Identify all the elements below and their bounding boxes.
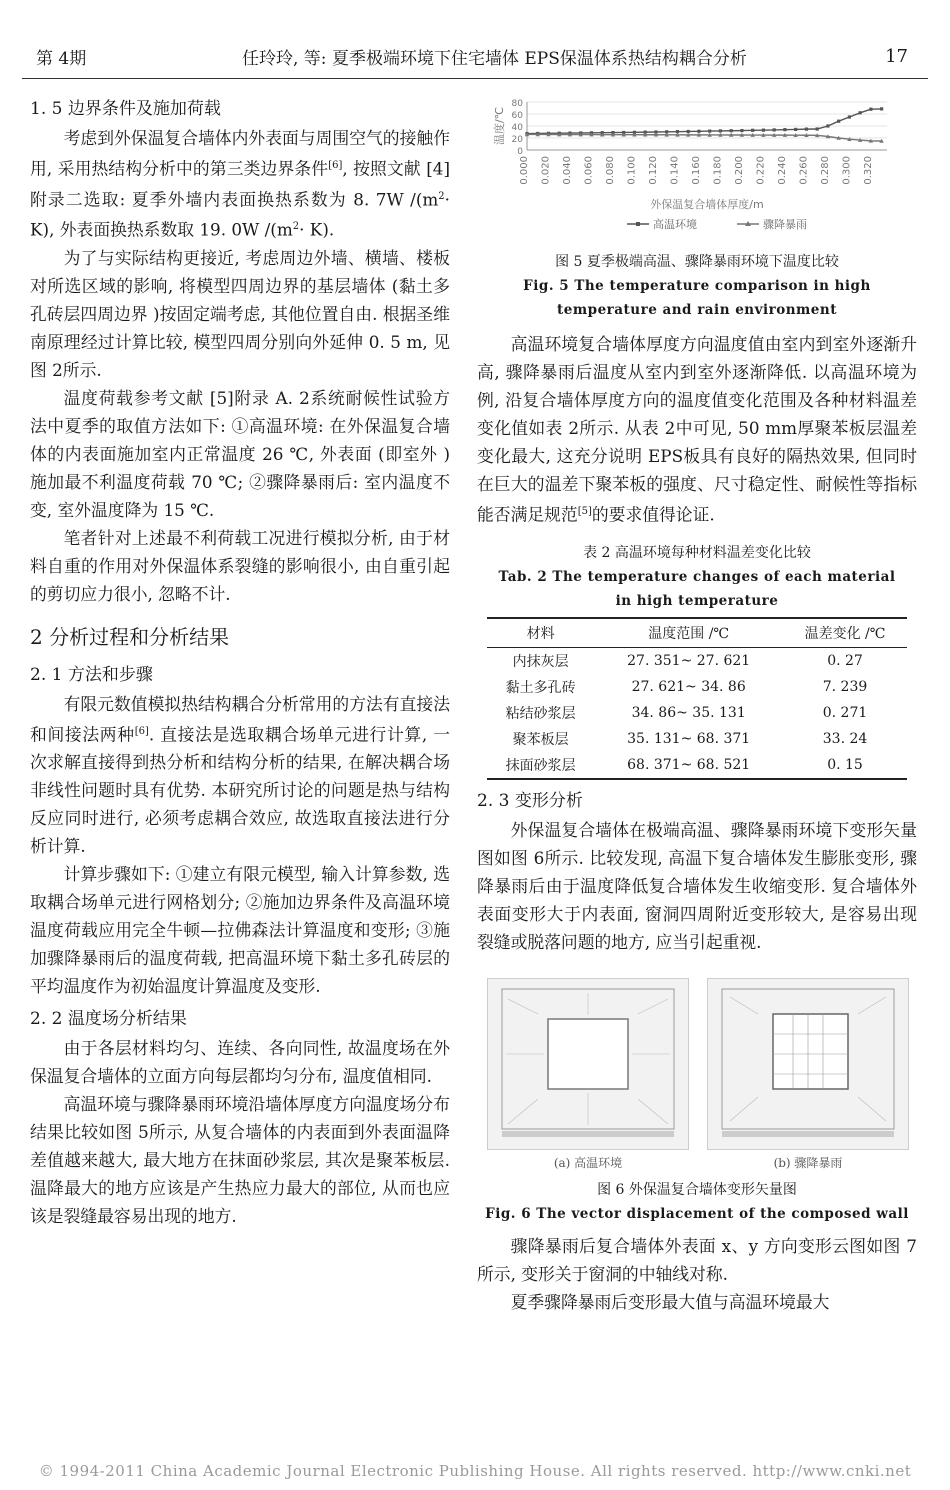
text: · K). — [299, 219, 335, 240]
data-point — [697, 130, 700, 133]
data-point — [816, 127, 819, 130]
data-point — [794, 128, 797, 131]
paragraph: 笔者针对上述最不利荷载工况进行模拟分析, 由于材料自重的作用对外保温体系裂缝的影响很小, 由自重引起的剪切应力很小, 忽略不计. — [30, 527, 450, 604]
paragraph — [30, 124, 450, 244]
data-point — [837, 120, 840, 123]
y-axis-label: 温度/℃ — [493, 106, 506, 146]
x-axis-label: 外保温复合墙体厚度/m — [650, 198, 764, 211]
figure-5-caption-en-2: temperature and rain environment — [557, 302, 837, 318]
table-cell: 33. 24 — [822, 730, 868, 747]
data-point — [762, 129, 765, 132]
citation: [6] — [328, 160, 343, 171]
table-cell: 聚苯板层 — [512, 731, 569, 748]
citation: [5] — [577, 506, 592, 517]
data-point — [708, 130, 711, 133]
section-2-3-heading: 2. 3 变形分析 — [477, 790, 583, 811]
table-cell: 0. 15 — [783, 752, 907, 779]
x-tick-label: 0.160 — [690, 156, 702, 185]
paragraph: 由于各层材料均匀、连续、各向同性, 故温度场在外保温复合墙体的立面方向每层都均匀分布, 温度值相同. — [30, 1038, 450, 1087]
x-tick-label: 0.280 — [819, 156, 831, 185]
x-tick-label: 0.020 — [540, 156, 552, 185]
table-cell: 27. 351~ 27. 621 — [627, 652, 751, 669]
data-point — [730, 129, 733, 132]
data-point — [783, 128, 786, 131]
table-cell: 7. 239 — [822, 678, 868, 695]
text: . 直接法是选取耦合场单元进行计算, 一次求解直接得到热分析和结构分析的结果, 在解决耦合场非线性问题时具有优势. 本研究所讨论的问题是热与结构反应同时进行, 必须考虑耦合效应, 故选取直接法进行分析计算. — [30, 724, 450, 857]
data-point — [880, 107, 883, 110]
paragraph — [30, 690, 450, 861]
vector-plot-high-temp — [487, 978, 689, 1170]
header-rule — [22, 78, 928, 79]
x-tick-label: 0.100 — [626, 156, 638, 185]
text: 考虑到外保温复合墙体内外表面与周围空气的接触作用, 采用热结构分析中的第三类边界条件 — [30, 128, 450, 179]
x-tick-label: 0.000 — [519, 156, 530, 185]
x-tick-label: 0.200 — [733, 156, 745, 185]
series-line — [527, 109, 882, 134]
table-cell: 内抹灰层 — [512, 653, 569, 670]
table-cell: 34. 86~ 35. 131 — [631, 704, 746, 721]
table-cell: 0. 27 — [827, 652, 863, 669]
table-row — [487, 700, 907, 726]
table-cell: 抹面砂浆层 — [487, 752, 594, 779]
legend-marker — [636, 222, 640, 226]
paragraph — [477, 330, 917, 529]
table-row — [487, 752, 907, 779]
figure-5-caption-cn: 图 5 夏季极端高温、骤降暴雨环境下温度比较 — [555, 254, 839, 270]
table-2 — [487, 617, 907, 780]
paragraph: 高温环境与骤降暴雨环境沿墙体厚度方向温度场分布结果比较如图 5所示, 从复合墙体的内表面到外表面温降差值越来越大, 最大地方在抹面砂浆层, 其次是聚苯板层. 温降最大的地方应该是产生热应力最大的部位, 从而也应该是裂缝最容易出现的地方. — [30, 1094, 450, 1227]
citation: [6] — [134, 725, 149, 737]
table-cell: 黏土多孔砖 — [505, 679, 576, 696]
section-2-heading: 2 分析过程和分析结果 — [30, 624, 230, 649]
y-tick-label: 80 — [511, 99, 523, 109]
right-column — [477, 90, 917, 1316]
y-tick-label: 40 — [511, 123, 523, 133]
figure-6-caption-en: Fig. 6 The vector displacement of the composed wall — [485, 1205, 909, 1222]
paragraph: 骤降暴雨后复合墙体外表面 x、y 方向变形云图如图 7所示, 变形关于窗洞的中轴线对称. — [477, 1235, 917, 1284]
data-point — [859, 111, 862, 114]
x-tick-label: 0.180 — [712, 156, 724, 185]
paragraph: 为了与实际结构更接近, 考虑周边外墙、横墙、楼板对所选区域的影响, 将模型四周边界的基层墙体 (黏土多孔砖层四周边界 )按固定端考虑, 其他位置自由. 根据圣维南原理经过计算比较, 模型四周分别向外延伸 0. 5 m, 见图 2所示. — [30, 247, 450, 380]
running-title: 任玲玲, 等: 夏季极端环境下住宅墙体 EPS保温体系热结构耦合分析 — [242, 49, 747, 69]
copyright-footer: © 1994-2011 China Academic Journal Electronic Publishing House. All rights reserved. http://www.cnki.net — [38, 1462, 912, 1480]
superscript: 2 — [438, 190, 445, 202]
table-header-row — [487, 618, 907, 648]
table-row — [487, 726, 907, 752]
table-row — [487, 647, 907, 674]
running-header — [22, 34, 928, 74]
paragraph: 温度荷载参考文献 [5]附录 A. 2系统耐候性试验方法中夏季的取值方法如下: ①高温环境: 在外保温复合墙体的内表面施加室内正常温度 26 ℃, 外表面 (即室外 )施加最不利温度荷载 70 ℃; ②骤降暴雨后: 室内温度不变, 室外温度降为 15 ℃. — [30, 387, 450, 520]
data-point — [751, 129, 754, 132]
x-tick-label: 0.040 — [561, 156, 573, 185]
issue-label: 第 4期 — [36, 49, 87, 69]
temperature-line-chart — [477, 90, 917, 250]
vector-plot-rain — [707, 978, 909, 1170]
table-cell: 0. 271 — [822, 704, 868, 721]
figure-6-caption-cn: 图 6 外保温复合墙体变形矢量图 — [597, 1181, 797, 1198]
x-tick-label: 0.140 — [669, 156, 681, 185]
table-row — [487, 674, 907, 700]
table-2-caption-cn: 表 2 高温环境每种材料温差变化比较 — [583, 544, 811, 561]
data-point — [869, 108, 872, 111]
column-header: 材料 — [487, 618, 594, 648]
vector-field-image — [708, 979, 908, 1149]
figure-6a-label: (a) 高温环境 — [553, 1155, 623, 1170]
left-column — [30, 90, 450, 1230]
text: 有限元数值模拟热结构耦合分析常用的方法有直接法和间接法两种 — [30, 693, 450, 745]
table-2-caption-en: Tab. 2 The temperature changes of each material — [498, 568, 896, 585]
figure-5-chart — [477, 90, 917, 250]
text: · K), 外表面换热系数取 19. 0W /(m — [30, 189, 450, 240]
x-tick-label: 0.120 — [647, 156, 659, 185]
figure-6b-label: (b) 骤降暴雨 — [773, 1155, 843, 1170]
data-point — [848, 115, 851, 118]
paragraph: 计算步骤如下: ①建立有限元模型, 输入计算参数, 选取耦合场单元进行网格划分; ②施加边界条件及高温环境温度荷载应用完全牛顿—拉佛森法计算温度和变形; ③施加骤降暴雨后的温度荷载, 把高温环境下黏土多孔砖层的平均温度作为初始温度计算温度及变形. — [30, 864, 450, 997]
section-2-1-heading: 2. 1 方法和步骤 — [30, 664, 153, 685]
vector-field-image — [488, 979, 688, 1149]
section-1-5-heading: 1. 5 边界条件及施加荷载 — [30, 99, 221, 119]
x-tick-label: 0.260 — [798, 156, 810, 185]
legend-label: 骤降暴雨 — [763, 218, 807, 231]
x-tick-label: 0.080 — [604, 156, 616, 185]
x-tick-label: 0.320 — [862, 156, 874, 185]
table-cell: 27. 621~ 34. 86 — [631, 678, 746, 695]
section-2-2-heading: 2. 2 温度场分析结果 — [30, 1009, 187, 1030]
text: 高温环境复合墙体厚度方向温度值由室内到室外逐渐升高, 骤降暴雨后温度从室内到室外逐渐降低. 以高温环境为例, 沿复合墙体厚度方向的温度值变化范围及各种材料温差变化值如表 2所示. 从表 2中可见, 50 mm厚聚苯板层温差变化最大, 这充分说明 EPS板具有良好的隔热效果, 但同时在巨大的温差下聚苯板的强度、尺寸稳定性、耐候性等指标能否满足规范 — [477, 334, 917, 525]
page-number: 17 — [885, 46, 908, 67]
table-cell: 68. 371~ 68. 521 — [594, 752, 783, 779]
superscript: 2 — [292, 221, 300, 233]
data-point — [687, 130, 690, 133]
legend-label: 高温环境 — [653, 218, 697, 231]
x-tick-label: 0.220 — [755, 156, 767, 185]
table-2-caption-en-2: in high temperature — [615, 592, 779, 609]
figure-6 — [477, 978, 917, 1178]
data-point — [719, 129, 722, 132]
data-point — [826, 124, 829, 127]
x-tick-label: 0.300 — [841, 156, 853, 185]
data-point — [740, 129, 743, 132]
paragraph: 外保温复合墙体在极端高温、骤降暴雨环境下变形矢量图如图 6所示. 比较发现, 高温下复合墙体发生膨胀变形, 骤降暴雨后由于温度降低复合墙体发生收缩变形. 复合墙体外表面变形大于内表面, 窗洞四周附近变形较大, 是容易出现裂缝或脱落问题的地方, 应当引起重视. — [477, 819, 917, 952]
data-point — [773, 128, 776, 131]
y-tick-label: 20 — [511, 135, 523, 145]
figure-5-caption-en: Fig. 5 The temperature comparison in high — [523, 278, 871, 294]
x-tick-label: 0.060 — [583, 156, 595, 185]
paragraph: 夏季骤降暴雨后变形最大值与高温环境最大 — [510, 1291, 830, 1312]
column-header: 温度范围 /℃ — [594, 618, 783, 648]
x-tick-label: 0.240 — [776, 156, 788, 185]
table-cell: 35. 131~ 68. 371 — [627, 730, 751, 747]
data-point — [805, 128, 808, 131]
y-tick-label: 60 — [511, 111, 523, 121]
table-cell: 粘结砂浆层 — [505, 705, 576, 722]
text: 的要求值得论证. — [591, 504, 715, 525]
text: , 按照文献 [4]附录二选取: 夏季外墙内表面换热系数为 8. 7W /(m — [30, 158, 451, 210]
y-tick-label: 0 — [517, 147, 523, 157]
column-header: 温差变化 /℃ — [783, 618, 907, 648]
